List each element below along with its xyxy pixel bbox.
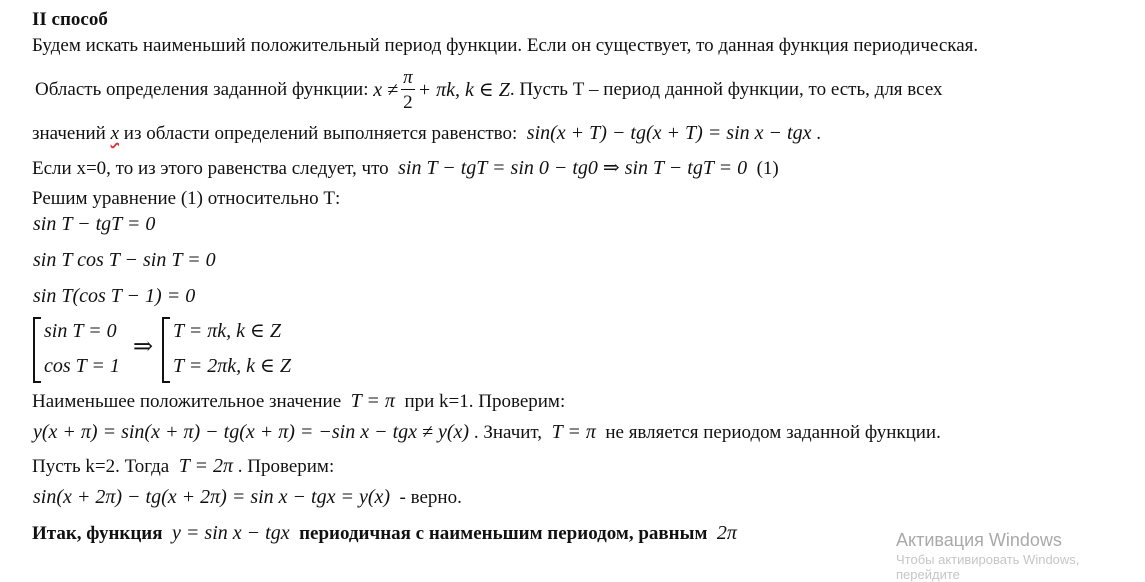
- windows-activation-watermark: Активация Windows: [896, 530, 1062, 550]
- windows-activation-subtext: Чтобы активировать Windows, перейдите: [896, 552, 1080, 582]
- least-prefix: Наименьшее положительное значение: [32, 391, 342, 412]
- system-left-bottom: cos T = 1: [44, 355, 120, 377]
- values-line: [32, 122, 821, 145]
- least-suffix: при k=1. Проверим:: [404, 391, 566, 412]
- equation-1: sin T − tgT = 0: [33, 213, 156, 235]
- least-math: T = π: [350, 390, 395, 412]
- domain-math-left: x ≠: [373, 79, 399, 101]
- least-value-line: [32, 390, 565, 413]
- domain-line: [35, 62, 943, 118]
- x-zero-equation: sin T − tgT = sin 0 − tg0 ⇒ sin T − tgT = 0: [398, 157, 748, 179]
- conclusion-function: y = sin x − tgx: [172, 522, 290, 544]
- intro-paragraph: Будем искать наименьший положительный период функции. Если он существует, то данная функция периодическая.: [32, 35, 979, 56]
- check-pi-period: T = π: [551, 421, 596, 443]
- fraction-denominator: 2: [403, 92, 413, 113]
- domain-math-right: + πk, k ∈ Z: [417, 79, 510, 101]
- conclusion-period: 2π: [716, 522, 737, 544]
- domain-suffix: . Пусть Т – период данной функции, то есть, для всех: [509, 79, 943, 100]
- check-pi-suffix: не является периодом заданной функции.: [605, 422, 941, 443]
- values-middle: из области определений выполняется равенство:: [123, 123, 518, 144]
- domain-prefix: Область определения заданной функции:: [35, 79, 369, 100]
- check-2pi-line: [33, 486, 462, 509]
- let-prefix: Пусть k=2. Тогда: [32, 456, 170, 477]
- solve-line: Решим уравнение (1) относительно Т:: [32, 188, 341, 209]
- system-left-top: sin T = 0: [44, 320, 117, 342]
- system-right-top: T = πk, k ∈ Z: [173, 320, 281, 342]
- conclusion-line: [32, 522, 737, 545]
- let-math: T = 2π: [178, 455, 233, 477]
- values-x: x: [110, 123, 120, 144]
- left-bracket: [33, 317, 41, 383]
- pi-over-two-fraction: [401, 68, 415, 112]
- conclusion-prefix: Итак, функция: [32, 523, 163, 544]
- system-right-bottom: T = 2πk, k ∈ Z: [173, 355, 291, 377]
- check-2pi-equation: sin(x + 2π) − tg(x + 2π) = sin x − tgx = y(x): [33, 486, 391, 508]
- check-pi-middle: . Значит,: [473, 422, 543, 443]
- fraction-numerator: π: [403, 67, 413, 88]
- check-pi-line: [33, 421, 941, 444]
- equation-3: sin T(cos T − 1) = 0: [33, 285, 196, 307]
- equation-2: sin T cos T − sin T = 0: [33, 249, 216, 271]
- equation-number: (1): [756, 158, 779, 179]
- check-pi-equation: y(x + π) = sin(x + π) − tg(x + π) = −sin x − tgx ≠ y(x): [33, 421, 470, 443]
- section-heading: II способ: [32, 9, 108, 30]
- identity-equation: sin(x + T) − tg(x + T) = sin x − tgx: [526, 122, 812, 144]
- let-k2-line: [32, 455, 334, 478]
- check-2pi-suffix: - верно.: [399, 487, 462, 508]
- values-prefix: значений: [32, 123, 106, 144]
- let-suffix: . Проверим:: [237, 456, 335, 477]
- conclusion-middle: периодичная с наименьшим периодом, равным: [299, 523, 708, 544]
- implies-arrow: ⇒: [133, 334, 154, 360]
- x-zero-prefix: Если х=0, то из этого равенства следует, что: [32, 158, 389, 179]
- values-suffix: .: [816, 123, 821, 144]
- x-zero-line: [32, 157, 779, 180]
- right-bracket: [162, 317, 170, 383]
